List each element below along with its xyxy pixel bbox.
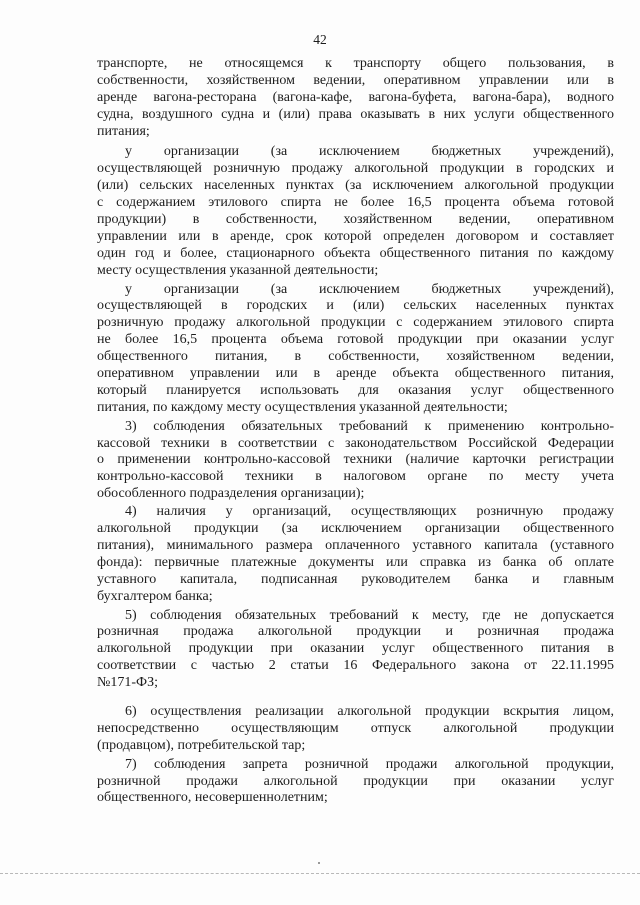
text-line: питания; xyxy=(97,123,150,139)
text-line: питания, по каждому месту осуществления указанной деятельности; xyxy=(97,399,508,415)
paragraph-7 xyxy=(97,704,614,755)
text-line: который планируется использовать для оказания услуг общественного xyxy=(97,382,614,398)
text-line: 7) соблюдения запрета розничной продажи алкогольной продукции, xyxy=(125,756,614,772)
text-line: алкогольной продукции (за исключением организации общественного xyxy=(97,521,614,537)
text-line: не более 16,5 процента объема готовой продукции при оказании услуг xyxy=(97,332,614,348)
page-number: 42 xyxy=(313,32,327,47)
text-line: общественного питания, в собственности, хозяйственном ведении, xyxy=(97,349,614,365)
text-line: судна, воздушного судна и (или) права оказывать в них услуги общественного xyxy=(97,106,614,122)
text-line: соответствии с частью 2 статьи 16 Федерального закона от 22.11.1995 xyxy=(97,658,614,674)
text-line: фонда): первичные платежные документы или справка из банка об оплате xyxy=(97,554,614,570)
text-line: бухгалтером банка; xyxy=(97,588,213,604)
text-line: аренде вагона-ресторана (вагона-кафе, вагона-буфета, вагона-бара), водного xyxy=(97,89,614,105)
paragraph-6 xyxy=(97,608,614,692)
text-line: с содержанием этилового спирта не более 16,5 процента объема готовой xyxy=(97,195,614,211)
text-line: у организации (за исключением бюджетных учреждений), xyxy=(125,144,614,160)
paragraph-4 xyxy=(97,419,614,503)
text-line: месту осуществления указанной деятельности; xyxy=(97,262,379,278)
text-line: 4) наличия у организаций, осуществляющих розничную продажу xyxy=(125,504,614,520)
paragraph-3 xyxy=(97,282,614,417)
text-line: оперативном управлении или в аренде объекта общественного питания, xyxy=(97,366,614,382)
text-line: уставного капитала, подписанная руководителем банка и главным xyxy=(97,571,614,587)
text-line: продукции) в собственности, хозяйственном ведении, оперативном xyxy=(97,212,614,228)
text-line: питания), минимального размера оплаченного уставного капитала (уставного xyxy=(97,537,614,553)
text-line: контрольно-кассовой техники в налоговом органе по месту учета xyxy=(97,469,614,485)
text-line: осуществляющей в городских и (или) сельских населенных пунктах xyxy=(97,298,614,314)
text-line: 3) соблюдения обязательных требований к применению контрольно- xyxy=(125,418,614,434)
text-line: у организации (за исключением бюджетных учреждений), xyxy=(125,281,614,297)
text-line: розничную продажу алкогольной продукции с содержанием этилового спирта xyxy=(97,315,614,331)
text-line: №171-ФЗ; xyxy=(97,675,158,691)
paragraph-5 xyxy=(97,504,614,605)
text-line: 6) осуществления реализации алкогольной продукции вскрытия лицом, xyxy=(125,703,614,719)
paragraph-2 xyxy=(97,144,614,279)
paragraph-1 xyxy=(97,56,614,140)
text-line: непосредственно осуществляющим отпуск алкогольной продукции xyxy=(97,720,614,736)
text-line: транспорте, не относящемся к транспорту общего пользования, в xyxy=(97,56,614,71)
text-line: розничной продажи алкогольной продукции при оказании услуг xyxy=(97,773,614,789)
text-line: (или) сельских населенных пунктах (за исключением алкогольной продукции xyxy=(97,178,614,194)
text-line: обособленного подразделения организации); xyxy=(97,486,365,502)
text-line: алкогольной продукции при оказании услуг общественного питания в xyxy=(97,641,614,657)
text-line: розничная продажа алкогольной продукции и розничная продажа xyxy=(97,624,614,640)
text-line: управлении или в аренде, срок которой определен договором и составляет xyxy=(97,228,614,244)
text-line: (продавцом), потребительской тар; xyxy=(97,737,306,753)
scan-speck xyxy=(318,862,320,864)
text-line: один год и более, стационарного объекта общественного питания по каждому xyxy=(97,245,614,261)
text-line: 5) соблюдения обязательных требований к месту, где не допускается xyxy=(125,607,614,623)
text-line: о применении контрольно-кассовой техники (наличие карточки регистрации xyxy=(97,452,614,468)
scan-bottom-edge xyxy=(0,873,640,874)
text-line: осуществляющей розничную продажу алкогольной продукции в городских и xyxy=(97,161,614,177)
text-line: общественного, несовершеннолетним; xyxy=(97,790,328,806)
document-body xyxy=(97,56,614,807)
paragraph-8 xyxy=(97,757,614,808)
text-line: собственности, хозяйственном ведении, оперативном управлении или в xyxy=(97,72,614,88)
text-line: кассовой техники в соответствии с законодательством Российской Федерации xyxy=(97,435,614,451)
